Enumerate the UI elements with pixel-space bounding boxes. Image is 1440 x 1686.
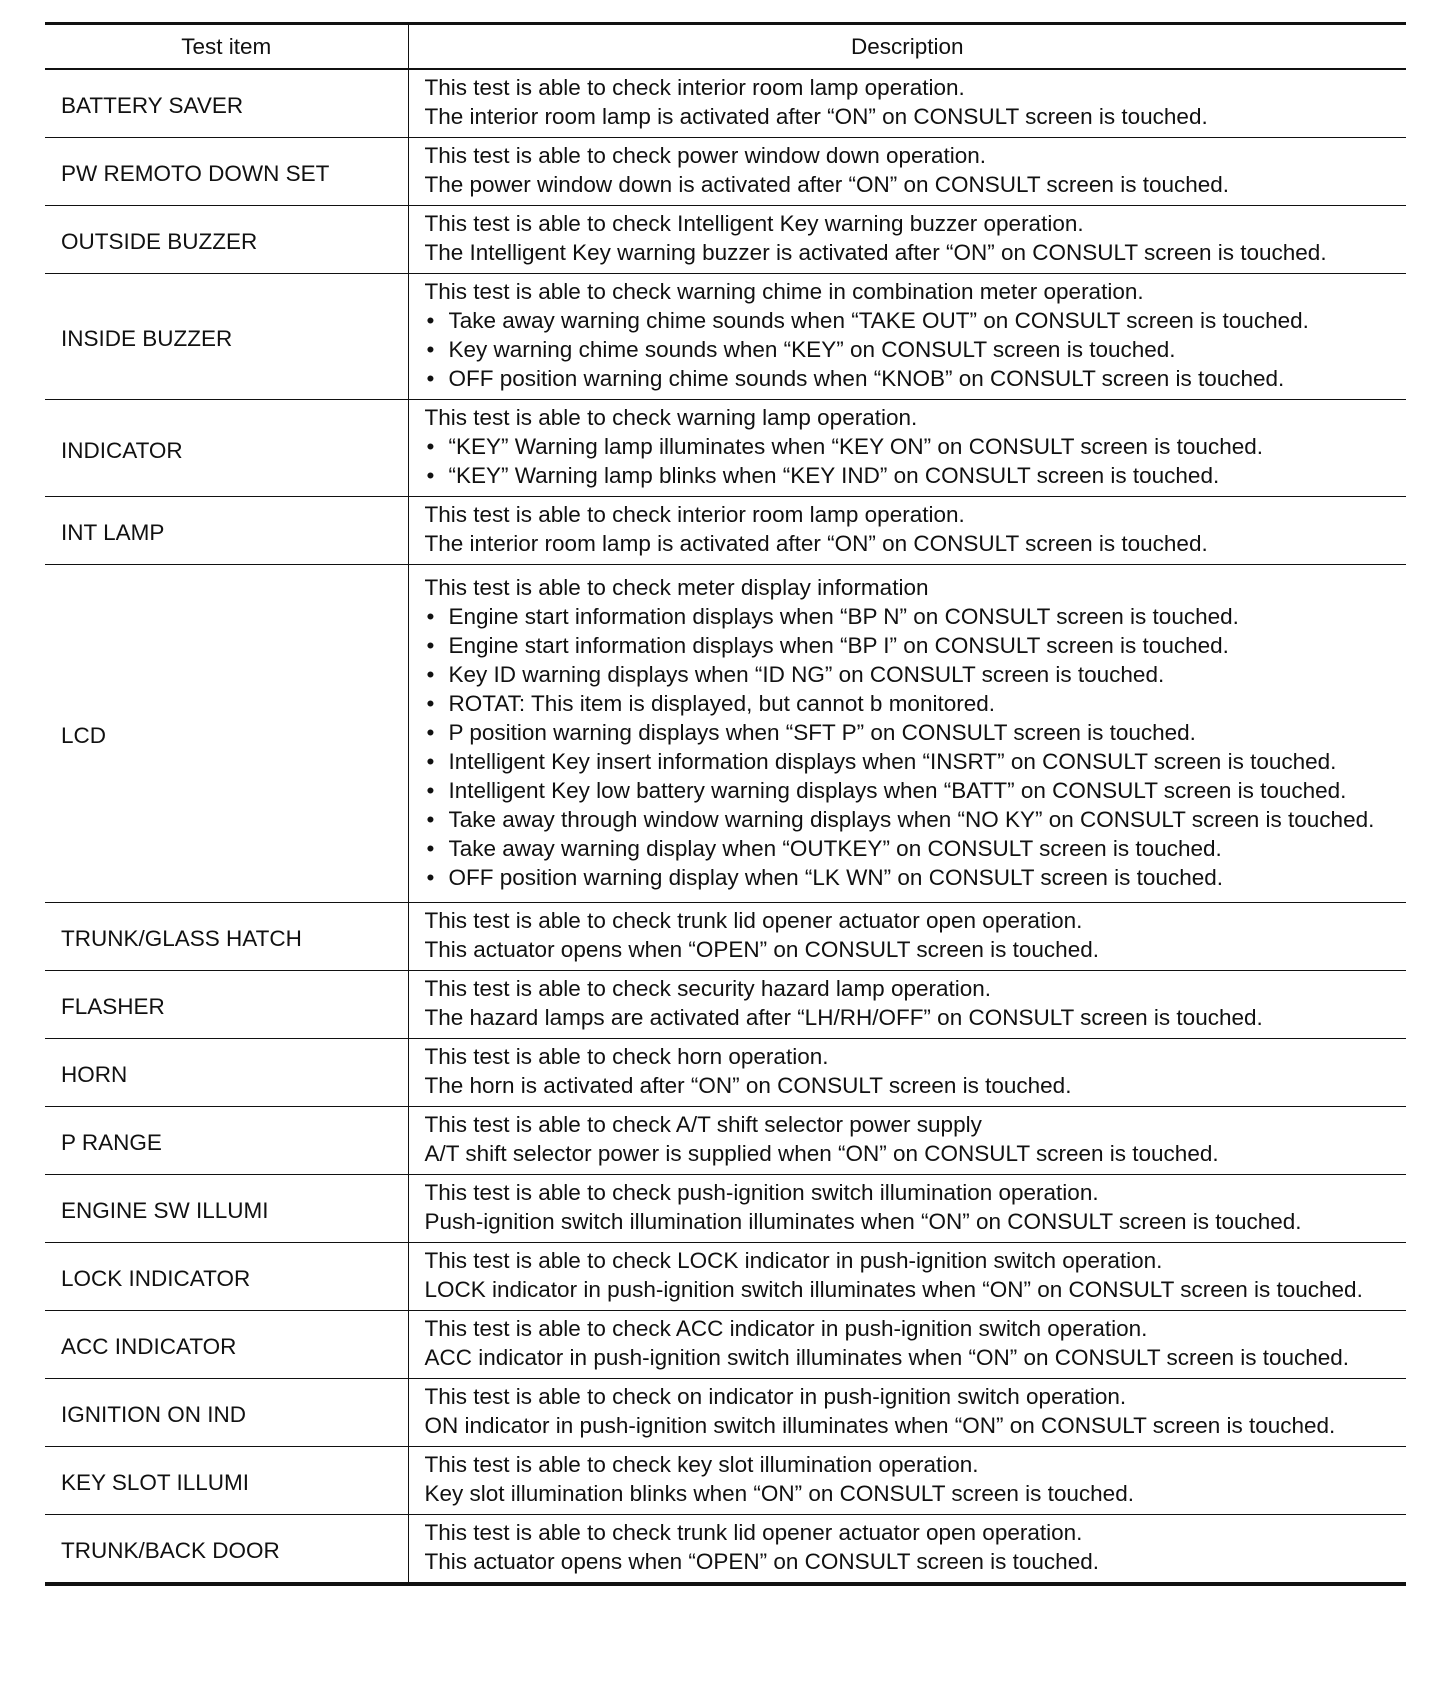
test-item-cell: PW REMOTO DOWN SET xyxy=(45,138,408,206)
description-line: This test is able to check on indicator in push-ignition switch operation. xyxy=(424,1384,1127,1409)
description-line: This test is able to check warning lamp operation. xyxy=(424,405,918,430)
bullet-item: • OFF position warning chime sounds when “KNOB” on CONSULT screen is touched. xyxy=(425,364,1399,393)
test-item-cell: LOCK INDICATOR xyxy=(45,1243,408,1311)
table-row xyxy=(45,1515,1406,1585)
description-line: This test is able to check horn operation. xyxy=(424,1044,829,1069)
description-line: The power window down is activated after “ON” on CONSULT screen is touched. xyxy=(424,172,1230,197)
test-item-cell: ACC INDICATOR xyxy=(45,1311,408,1379)
table-row xyxy=(45,1379,1406,1447)
active-test-table xyxy=(45,22,1406,1586)
description-line: This test is able to check ACC indicator in push-ignition switch operation. xyxy=(424,1316,1148,1341)
description-cell xyxy=(408,497,1406,565)
bullet-item: • “KEY” Warning lamp illuminates when “KEY ON” on CONSULT screen is touched. xyxy=(425,432,1399,461)
description-line: A/T shift selector power is supplied when “ON” on CONSULT screen is touched. xyxy=(424,1141,1219,1166)
bullet-item: • Intelligent Key insert information displays when “INSRT” on CONSULT screen is touched. xyxy=(425,747,1399,776)
table-row xyxy=(45,1107,1406,1175)
bullet-item: • Key ID warning displays when “ID NG” on CONSULT screen is touched. xyxy=(425,660,1399,689)
description-cell xyxy=(408,206,1406,274)
description-cell xyxy=(408,1107,1406,1175)
description-line: ON indicator in push-ignition switch illuminates when “ON” on CONSULT screen is touched. xyxy=(424,1413,1336,1438)
table-row xyxy=(45,1243,1406,1311)
description-cell xyxy=(408,69,1406,138)
table-body xyxy=(45,69,1406,1584)
description-line: This test is able to check Intelligent Key warning buzzer operation. xyxy=(424,211,1084,236)
bullet-item: • OFF position warning display when “LK WN” on CONSULT screen is touched. xyxy=(425,863,1399,892)
description-cell xyxy=(408,1175,1406,1243)
bullet-item: • P position warning displays when “SFT P” on CONSULT screen is touched. xyxy=(425,718,1399,747)
description-cell xyxy=(408,1447,1406,1515)
table-row xyxy=(45,400,1406,497)
description-cell xyxy=(408,400,1406,497)
header-row xyxy=(45,24,1406,70)
description-line: This test is able to check meter display information xyxy=(424,574,929,600)
description-line: Push-ignition switch illumination illuminates when “ON” on CONSULT screen is touched. xyxy=(424,1209,1302,1234)
table-header xyxy=(45,24,1406,70)
description-line: This test is able to check trunk lid opener actuator open operation. xyxy=(424,1520,1083,1545)
test-item-cell: FLASHER xyxy=(45,971,408,1039)
bullet-item: • Take away warning chime sounds when “TAKE OUT” on CONSULT screen is touched. xyxy=(425,306,1399,335)
bullet-item: • Key warning chime sounds when “KEY” on CONSULT screen is touched. xyxy=(425,335,1399,364)
description-line: This test is able to check A/T shift selector power supply xyxy=(424,1112,982,1137)
bullet-list xyxy=(425,602,1399,892)
test-item-cell: IGNITION ON IND xyxy=(45,1379,408,1447)
bullet-item: • Intelligent Key low battery warning displays when “BATT” on CONSULT screen is touched. xyxy=(425,776,1399,805)
description-cell xyxy=(408,274,1406,400)
description-cell xyxy=(408,1515,1406,1585)
test-item-cell: LCD xyxy=(45,565,408,903)
table-row xyxy=(45,565,1406,903)
bullet-item: • “KEY” Warning lamp blinks when “KEY IND” on CONSULT screen is touched. xyxy=(425,461,1399,490)
table-row xyxy=(45,1039,1406,1107)
description-line: The horn is activated after “ON” on CONSULT screen is touched. xyxy=(424,1073,1072,1098)
description-line: This test is able to check security hazard lamp operation. xyxy=(424,976,992,1001)
description-line: ACC indicator in push-ignition switch illuminates when “ON” on CONSULT screen is touched. xyxy=(424,1345,1350,1370)
description-cell xyxy=(408,1379,1406,1447)
table-row xyxy=(45,903,1406,971)
bullet-list xyxy=(425,306,1399,393)
description-cell xyxy=(408,903,1406,971)
column-header-description: Description xyxy=(408,24,1406,70)
test-item-cell: HORN xyxy=(45,1039,408,1107)
bullet-item: • ROTAT: This item is displayed, but cannot b monitored. xyxy=(425,689,1399,718)
bullet-item: • Engine start information displays when “BP I” on CONSULT screen is touched. xyxy=(425,631,1399,660)
bullet-item: • Take away through window warning displays when “NO KY” on CONSULT screen is touched. xyxy=(425,805,1399,834)
description-line: LOCK indicator in push-ignition switch illuminates when “ON” on CONSULT screen is touched. xyxy=(424,1277,1363,1302)
description-line: This test is able to check push-ignition switch illumination operation. xyxy=(424,1180,1099,1205)
test-item-cell: INDICATOR xyxy=(45,400,408,497)
table-row xyxy=(45,1175,1406,1243)
description-line: The interior room lamp is activated after “ON” on CONSULT screen is touched. xyxy=(424,104,1208,129)
description-line: The interior room lamp is activated after “ON” on CONSULT screen is touched. xyxy=(424,531,1208,556)
description-cell xyxy=(408,971,1406,1039)
description-cell xyxy=(408,1311,1406,1379)
bullet-item: • Take away warning display when “OUTKEY” on CONSULT screen is touched. xyxy=(425,834,1399,863)
column-header-test-item: Test item xyxy=(45,24,408,70)
test-item-cell: INT LAMP xyxy=(45,497,408,565)
description-cell xyxy=(408,138,1406,206)
description-line: This actuator opens when “OPEN” on CONSULT screen is touched. xyxy=(424,1549,1099,1574)
test-item-cell: TRUNK/GLASS HATCH xyxy=(45,903,408,971)
table-row xyxy=(45,1447,1406,1515)
description-line: This test is able to check interior room lamp operation. xyxy=(424,502,965,527)
table-row xyxy=(45,69,1406,138)
test-item-cell: TRUNK/BACK DOOR xyxy=(45,1515,408,1585)
test-item-cell: P RANGE xyxy=(45,1107,408,1175)
description-line: This test is able to check interior room lamp operation. xyxy=(424,75,965,100)
description-line: Key slot illumination blinks when “ON” on CONSULT screen is touched. xyxy=(424,1481,1134,1506)
test-item-cell: INSIDE BUZZER xyxy=(45,274,408,400)
table-row xyxy=(45,497,1406,565)
description-line: This test is able to check power window down operation. xyxy=(424,143,987,168)
test-item-cell: OUTSIDE BUZZER xyxy=(45,206,408,274)
description-cell xyxy=(408,565,1406,903)
description-line: This actuator opens when “OPEN” on CONSULT screen is touched. xyxy=(424,937,1099,962)
table-row xyxy=(45,971,1406,1039)
description-line: This test is able to check trunk lid opener actuator open operation. xyxy=(424,908,1083,933)
description-line: This test is able to check LOCK indicator in push-ignition switch operation. xyxy=(424,1248,1163,1273)
description-line: This test is able to check key slot illumination operation. xyxy=(424,1452,979,1477)
test-item-cell: KEY SLOT ILLUMI xyxy=(45,1447,408,1515)
description-line: The hazard lamps are activated after “LH/RH/OFF” on CONSULT screen is touched. xyxy=(424,1005,1263,1030)
table-row xyxy=(45,1311,1406,1379)
description-cell xyxy=(408,1243,1406,1311)
description-line: This test is able to check warning chime in combination meter operation. xyxy=(424,279,1144,304)
bullet-item: • Engine start information displays when “BP N” on CONSULT screen is touched. xyxy=(425,602,1399,631)
table-row xyxy=(45,274,1406,400)
test-item-cell: BATTERY SAVER xyxy=(45,69,408,138)
bullet-list xyxy=(425,432,1399,490)
table-row xyxy=(45,206,1406,274)
test-item-cell: ENGINE SW ILLUMI xyxy=(45,1175,408,1243)
table-row xyxy=(45,138,1406,206)
description-line: The Intelligent Key warning buzzer is activated after “ON” on CONSULT screen is touched. xyxy=(424,240,1327,265)
description-cell xyxy=(408,1039,1406,1107)
